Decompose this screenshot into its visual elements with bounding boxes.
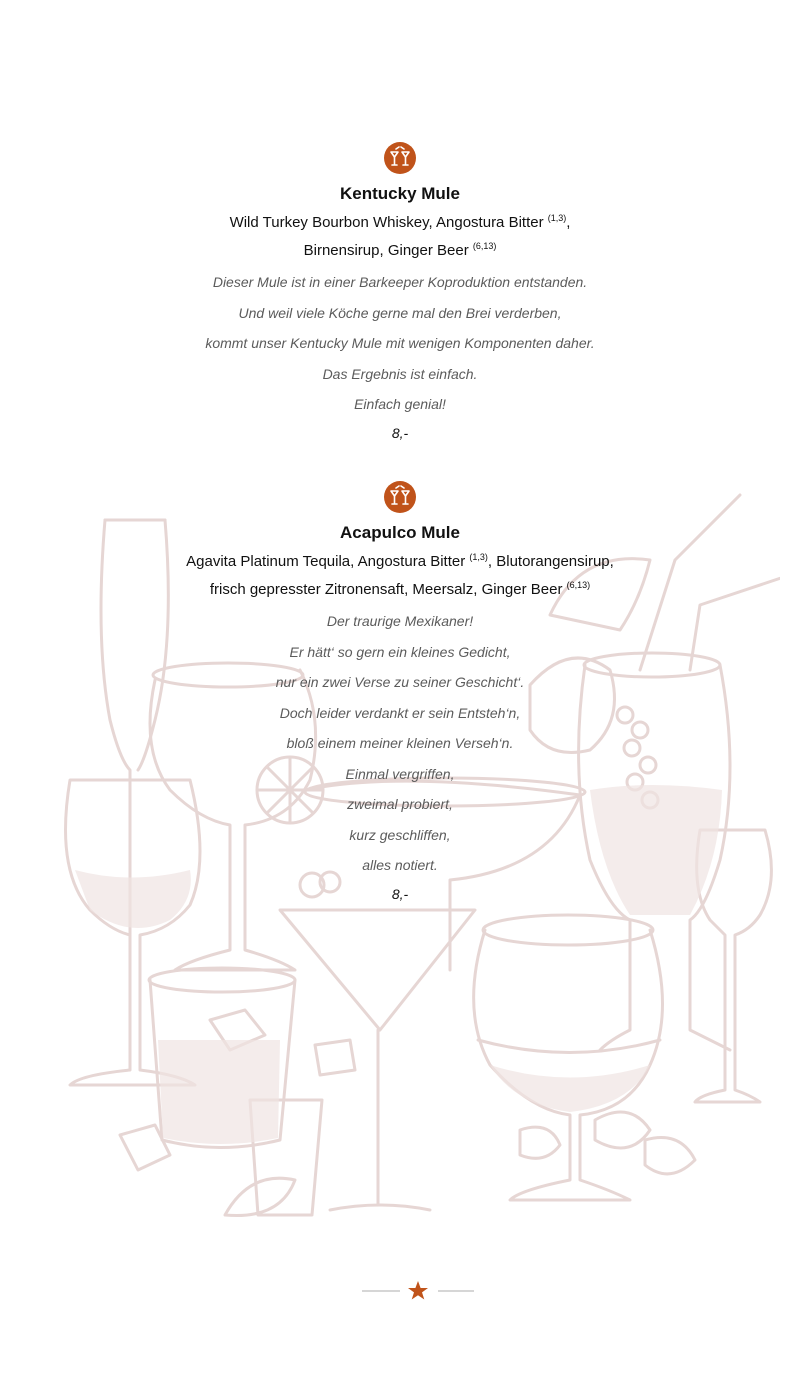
description-line: Einmal vergriffen, (345, 765, 455, 782)
drink-card-acapulco-mule (0, 480, 800, 907)
drink-price: 8,- (391, 885, 409, 902)
ingredients-line: frisch gepresster Zitronensaft, Meersalz, Ginger Beer $^{(6,13)}$ (209, 580, 591, 598)
description-line: kurz geschliffen, (349, 826, 451, 843)
ingredients-line: Wild Turkey Bourbon Whiskey, Angostura Bitter $^{(1,3)}$, (229, 213, 571, 231)
description-line: Einfach genial! (354, 396, 446, 412)
description-line: Der traurige Mexikaner! (326, 613, 474, 629)
drink-name: Kentucky Mule (340, 184, 460, 203)
ingredients-line: Birnensirup, Ginger Beer $^{(6,13)}$ (303, 241, 497, 259)
ingredients (0, 209, 800, 265)
drink-description (0, 606, 800, 881)
ingredients (0, 548, 800, 604)
description-line: bloß einem meiner kleinen Verseh‘n. (286, 735, 514, 751)
description-line: nur ein zwei Verse zu seiner Geschicht‘. (275, 674, 525, 690)
allergen-note: (6,13) (566, 580, 591, 590)
allergen-note: (1,3) (547, 213, 567, 223)
drink-name: Acapulco Mule (340, 523, 460, 542)
description-line: Dieser Mule ist in einer Barkeeper Koproduktion entstanden. (212, 274, 588, 290)
cocktail-glasses-icon (383, 141, 417, 175)
star-icon (408, 1281, 428, 1300)
description-line: Und weil viele Köche gerne mal den Brei verderben, (238, 304, 562, 321)
star-divider-icon (360, 1278, 476, 1304)
drink-price: 8,- (391, 424, 409, 441)
description-line: alles notiert. (362, 857, 438, 873)
description-line: Er hätt‘ so gern ein kleines Gedicht, (289, 643, 511, 660)
description-line: zweimal probiert, (347, 796, 453, 812)
description-line: kommt unser Kentucky Mule mit wenigen Komponenten daher. (205, 335, 595, 351)
description-line: Das Ergebnis ist einfach. (322, 365, 478, 382)
ingredients-line: Agavita Platinum Tequila, Angostura Bitter $^{(1,3)}$, Blutorangensirup, (186, 552, 614, 570)
allergen-note: (1,3) (469, 552, 488, 562)
drink-card-kentucky-mule (0, 141, 800, 446)
drink-description (0, 267, 800, 420)
cocktail-glasses-icon (383, 480, 417, 514)
allergen-note: (6,13) (472, 241, 497, 251)
description-line: Doch leider verdankt er sein Entsteh‘n, (279, 704, 521, 721)
